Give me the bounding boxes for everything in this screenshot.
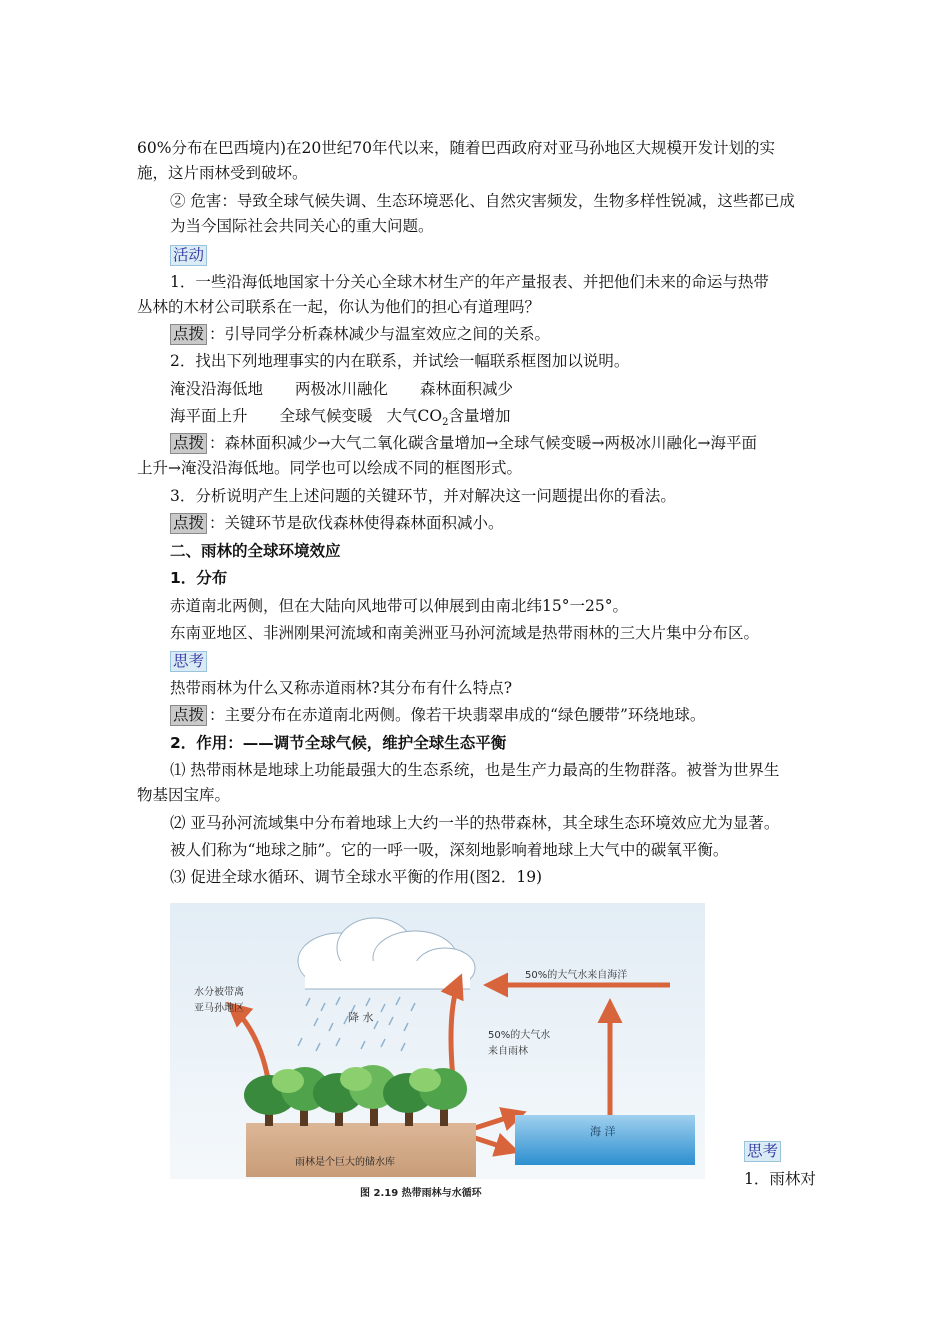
activity-question: 丛林的木材公司联系在一起，你认为他们的担心有道理吗？ <box>137 298 541 316</box>
figure-caption: 图 2.19 热带雨林与水循环 <box>360 1188 482 1199</box>
left-label: 水分被带离 <box>194 987 244 998</box>
fact-item: 海平面上升 <box>170 407 248 425</box>
paragraph-line: 物基因宝库。 <box>137 786 231 804</box>
hint-text: 关键环节是砍伐森林使得森林面积减小。 <box>224 514 504 532</box>
hint-line: 点拨 ：关键环节是砍伐森林使得森林面积减小。 <box>170 512 504 534</box>
ocean-shape <box>515 1115 695 1165</box>
fact-item: 森林面积减少 <box>420 380 514 398</box>
left-label: 亚马孙地区 <box>194 1003 244 1014</box>
side-think-section <box>744 1140 783 1162</box>
hint-text: 引导同学分析森林减少与温室效应之间的关系。 <box>224 325 551 343</box>
paragraph-line: 东南亚地区、非洲刚果河流域和南美洲亚马孙河流域是热带雨林的三大片集中分布区。 <box>170 624 760 642</box>
activity-question: 2．找出下列地理事实的内在联系，并试绘一幅联系框图加以说明。 <box>170 352 630 370</box>
fact-item: 全球气候变暖 <box>279 407 373 425</box>
paragraph-line: 60%分布在巴西境内)在20世纪70年代以来，随着巴西政府对亚马孙地区大规模开发计划的实 <box>137 139 775 157</box>
hint-line: 点拨 ：森林面积减少→大气二氧化碳含量增加→全球气候变暖→两极冰川融化→海平面 <box>170 432 757 454</box>
hint-text: 森林面积减少→大气二氧化碳含量增加→全球气候变暖→两极冰川融化→海平面 <box>224 434 757 452</box>
activity-tag: 活动 <box>170 245 207 266</box>
hint-tag: 点拨 <box>170 705 207 726</box>
paragraph-line: ② 危害：导致全球气候失调、生态环境恶化、自然灾害频发，生物多样性锐减，这些都已成 <box>170 192 795 210</box>
fact-item: 淹没沿海低地 <box>170 380 264 398</box>
subsection-heading: 1．分布 <box>170 569 228 587</box>
think-tag: 思考 <box>170 651 207 672</box>
paragraph-line: ⑵ 亚马孙河流域集中分布着地球上大约一半的热带森林，其全球生态环境效应尤为显著。 <box>170 814 780 832</box>
hint-text: 上升→淹没沿海低地。同学也可以绘成不同的框图形式。 <box>137 459 522 477</box>
paragraph-line: 赤道南北两侧，但在大陆向风地带可以伸展到由南北纬15°一25°。 <box>170 597 628 615</box>
fact-item: 大气$CO_2$含量增加 <box>386 407 511 429</box>
paragraph-line: 被人们称为“地球之肺”。它的一呼一吸，深刻地影响着地球上大气中的碳氧平衡。 <box>170 841 729 859</box>
soil-layer <box>246 1123 476 1177</box>
hint-tag: 点拨 <box>170 513 207 534</box>
hint-line: 点拨 ：主要分布在赤道南北两侧。像若干块翡翠串成的“绿色腰带”环绕地球。 <box>170 704 705 726</box>
fact-item: 两极冰川融化 <box>295 380 389 398</box>
paragraph-line: 施，这片雨林受到破坏。 <box>137 164 308 182</box>
section-heading: 二、雨林的全球环境效应 <box>170 542 341 560</box>
activity-question: 1．一些沿海低地国家十分关心全球木材生产的年产量报表、并把他们未来的命运与热带 <box>170 273 769 291</box>
facts-row <box>170 378 513 400</box>
ocean-label: 50%的大气水来自海洋 <box>525 970 628 981</box>
sea-label: 海 洋 <box>590 1125 616 1138</box>
forest-label: 来自雨林 <box>488 1046 528 1057</box>
hint-tag: 点拨 <box>170 324 207 345</box>
paragraph-line: ⑴ 热带雨林是地球上功能最强大的生态系统，也是生产力最高的生物群落。被誉为世界生 <box>170 761 780 779</box>
activity-section <box>170 244 209 266</box>
think-section <box>170 650 209 672</box>
hint-tag: 点拨 <box>170 433 207 454</box>
reservoir-label: 雨林是个巨大的储水库 <box>295 1157 395 1168</box>
subsection-heading: 2．作用：——调节全球气候，维护全球生态平衡 <box>170 734 507 752</box>
paragraph-line: ⑶ 促进全球水循环、调节全球水平衡的作用(图2．19) <box>170 868 543 886</box>
side-question: 1．雨林对 <box>744 1170 816 1188</box>
rain-label: 降 水 <box>348 1011 374 1024</box>
forest-label: 50%的大气水 <box>488 1030 551 1041</box>
hint-text: 主要分布在赤道南北两侧。像若干块翡翠串成的“绿色腰带”环绕地球。 <box>224 706 706 724</box>
think-tag: 思考 <box>744 1141 781 1162</box>
paragraph-line: 为当今国际社会共同关心的重大问题。 <box>170 217 434 235</box>
water-cycle-figure <box>170 903 715 1205</box>
water-cycle-illustration <box>170 903 715 1205</box>
hint-line: 点拨 ：引导同学分析森林减少与温室效应之间的关系。 <box>170 323 550 345</box>
think-question: 热带雨林为什么又称赤道雨林?其分布有什么特点? <box>170 679 513 697</box>
facts-row <box>170 405 511 434</box>
activity-question: 3．分析说明产生上述问题的关键环节，并对解决这一问题提出你的看法。 <box>170 487 676 505</box>
